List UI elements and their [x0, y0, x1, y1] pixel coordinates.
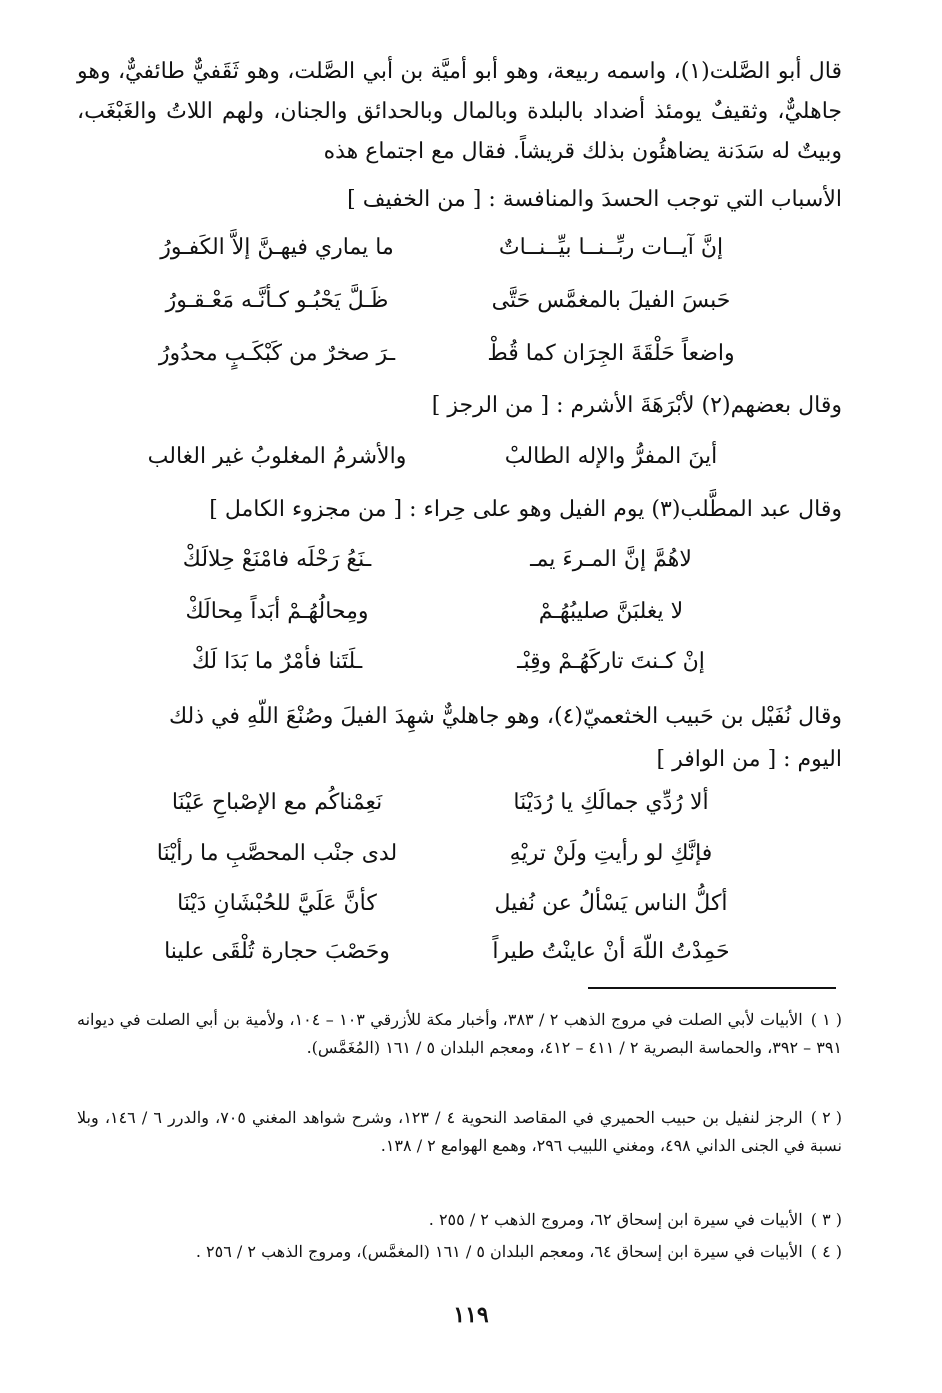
verse-second-hemistich: نَعِمْناكُم مع الإصْباحِ عَيْنَا [171, 790, 383, 815]
verse-second-hemistich: والأشرمُ المغلوبُ غير الغالب [147, 444, 407, 469]
verse-first-hemistich: إنَّ آيــات ربِّــنــا بيِّــنــاتٌ [498, 235, 724, 260]
verse-second-hemistich: ما يماري فيهـنَّ إلاَّ الكَفـورُ [160, 235, 394, 260]
verse-line [0, 932, 942, 972]
verse-first-hemistich: أكلُّ الناس يَسْألُ عن نُفيل [494, 891, 728, 916]
footnote-number: ( ١ ) [810, 1010, 843, 1029]
intro-meter-line: الأسباب التي توجب الحسدَ والمنافسة : [ من الخفيف ] [347, 187, 842, 212]
verse-first-hemistich: حَبسَ الفيلَ بالمغمَّس حَتَّى [491, 288, 731, 313]
intro-paragraph: قال أبو الصَّلت(١)، واسمه ربيعة، وهو أبو أميَّة بن أبي الصَّلت، وهو ثَقَفيٌّ طائفيٌّ، وهو جاهليٌّ، وثقيفٌ يومئذ أضداد بالبلدة وبالمال وبالحدائق والجنان، ولهم اللاتُ والغَبْغَب، وبيتٌ له سَدَنة يضاهئُون بذلك قريشاً. فقال مع اجتماع هذه [77, 59, 843, 164]
verse-line [0, 834, 942, 874]
footnote-number: ( ٤ ) [810, 1242, 842, 1261]
verse-first-hemistich: فإنَّكِ لو رأيتِ ولَنْ تريْهِ [509, 841, 713, 866]
footnote-number: ( ٣ ) [810, 1210, 842, 1229]
verse-first-hemistich: ألا رُدِّي جمالَكِ يا رُدَيْنَا [513, 790, 709, 815]
verse-first-hemistich: لاهُمَّ إنَّ المـرءَ يمـ [530, 547, 692, 572]
footnote-text: الرجز لنفيل بن حبيب الحميري في المقاصد النحوية ٤ / ١٢٣، وشرح شواهد المغني ٧٠٥، والدرر ٦ / ١٤٦، وبلا نسبة في الجنى الداني ٤٩٨، ومغني اللبيب ٢٩٦، وهمع الهوامع ٢ / ١٣٨. [77, 1108, 842, 1155]
verse-second-hemistich: ومِحالُهُـمْ أبَداً مِحالَكْ [185, 599, 369, 624]
intro-3: وقال عبد المطَّلب(٣) يوم الفيل وهو على حِراء : [ من مجزوء الكامل ] [209, 497, 842, 522]
verse-first-hemistich: أينَ المفرُّ والإله الطالبْ [504, 444, 718, 469]
verse-line [0, 592, 942, 632]
verse-second-hemistich: وحَصْبَ حجارة تُلْقَى علينا [164, 939, 390, 964]
intro-4: وقال نُفَيْل بن حَبيب الخثعميّ(٤)، وهو جاهليٌّ شهِدَ الفيلَ وصُنْعَ اللّهِ في ذلك [169, 704, 842, 729]
verse-line [0, 437, 942, 477]
verse-line [0, 642, 942, 682]
footnote-text: الأبيات في سيرة ابن إسحاق ٦٤، ومعجم البلدان ٥ / ١٦١ (المغمَّس)، ومروج الذهب ٢ / ٢٥٦ . [195, 1242, 803, 1261]
verse-second-hemistich: كأنَّ عَلَيَّ للحُبْشَانِ دَيْنَا [177, 891, 377, 916]
verse-line [0, 334, 942, 374]
verse-first-hemistich: إنْ كـنتَ تاركَهُـمْ وقِبْـ [517, 649, 705, 674]
verse-second-hemistich: لدى جنْب المحصَّبِ ما رأيْنَا [156, 841, 398, 866]
verse-line [0, 540, 942, 580]
verse-second-hemistich: ـلَتَنا فأمْرٌ ما بَدَا لَكْ [191, 649, 363, 674]
footnote-text: الأبيات في سيرة ابن إسحاق ٦٢، ومروج الذهب ٢ / ٢٥٥ . [428, 1210, 803, 1229]
footnote-separator [588, 987, 836, 989]
footnote-3 [77, 1206, 842, 1234]
verse-first-hemistich: لا يغلبَنَّ صليبُهُـمْ [538, 599, 684, 624]
footnote-text: الأبيات لأبي الصلت في مروج الذهب ٢ / ٣٨٣، وأخبار مكة للأزرقي ١٠٣ – ١٠٤، ولأمية بن أبي الصلت في ديوانه ٣٩١ – ٣٩٢، والحماسة البصرية ٢ / ٤١١ – ٤١٢، ومعجم البلدان ٥ / ١٦١ (المُغَمَّس). [77, 1010, 842, 1057]
intro-2: وقال بعضهم(٢) لأبْرَهَةَ الأشرم : [ من الرجز ] [431, 393, 842, 418]
verse-line [0, 783, 942, 823]
verse-line [0, 281, 942, 321]
verse-second-hemistich: ظَـلَّ يَحْبُـو كـأنَّـه مَعْـقـورُ [165, 288, 389, 313]
footnote-number: ( ٢ ) [810, 1108, 843, 1127]
verse-first-hemistich: حَمِدْتُ اللّهَ أنْ عاينْتُ طيراً [492, 939, 730, 964]
verse-line [0, 884, 942, 924]
footnote-4 [77, 1238, 842, 1266]
intro-4-meter-line: اليوم : [ من الوافر ] [656, 747, 842, 772]
verse-second-hemistich: ـرَ صخرٌ من كَبْكَـبٍ محدُورُ [158, 341, 396, 366]
footnote-1 [77, 1006, 842, 1062]
page-number: ١١٩ [453, 1302, 489, 1328]
verse-second-hemistich: ـنَعُ رَحْلَه فامْنَعْ حِلالَكْ [182, 547, 372, 572]
footnote-2 [77, 1104, 842, 1160]
verse-first-hemistich: واضعاً حَلْقَةَ الجِرَان كما قُطْ [487, 341, 735, 366]
verse-line [0, 228, 942, 268]
